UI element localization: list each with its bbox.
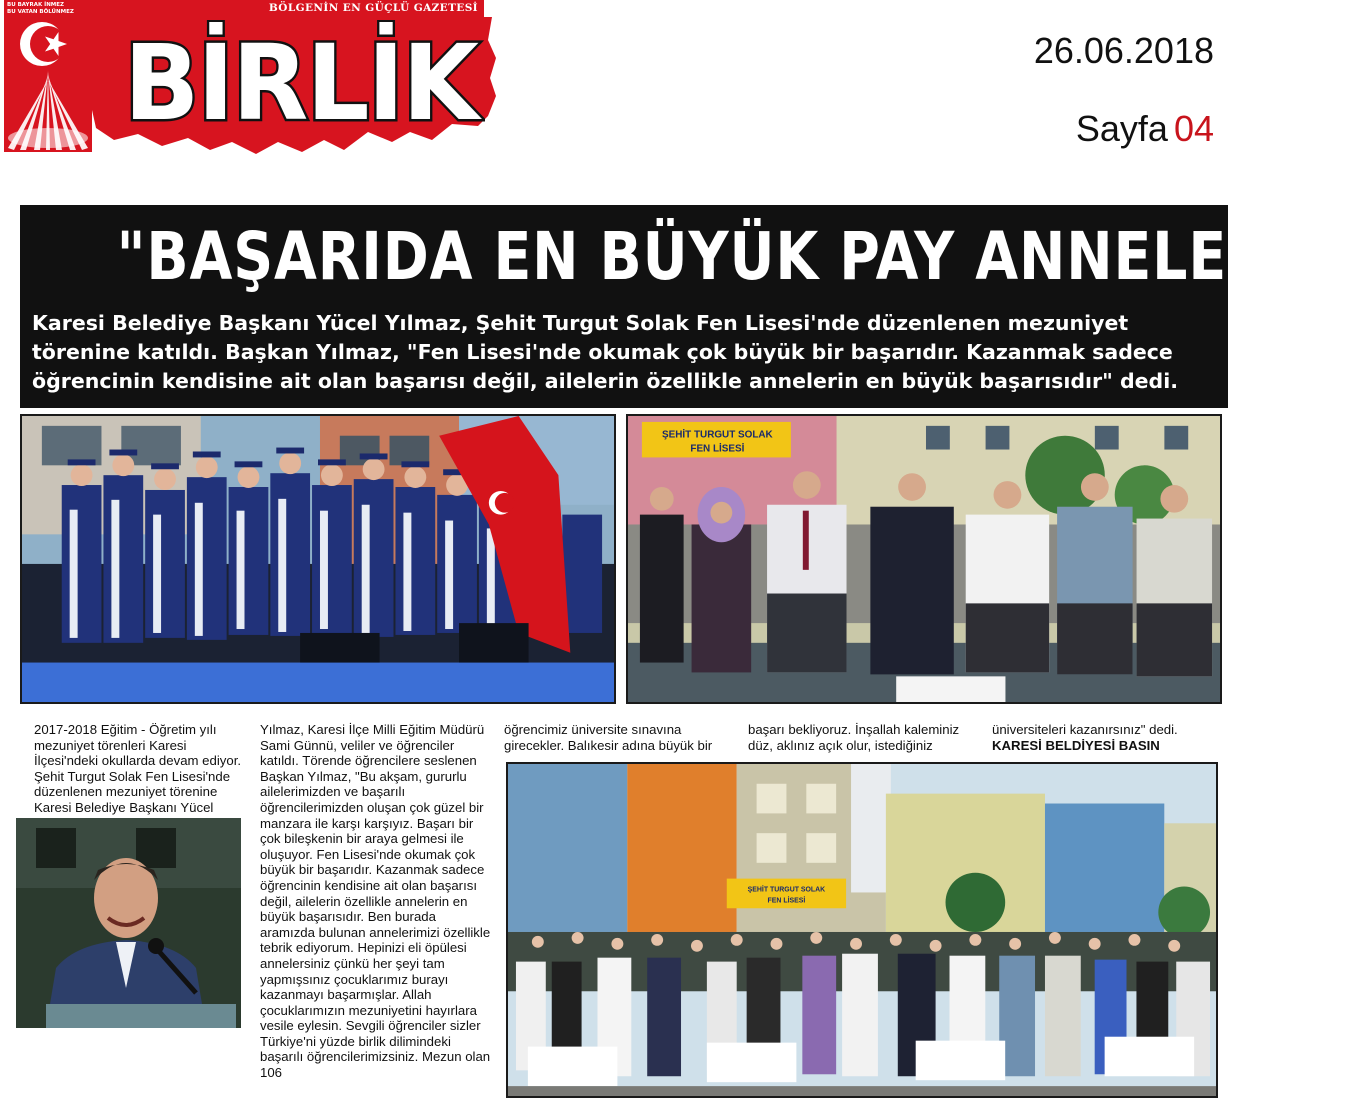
tagline: BÖLGENİN EN GÜÇLÜ GAZETESİ xyxy=(268,2,478,14)
article-paragraph-5: üniversiteleri kazanırsınız" dedi. xyxy=(992,722,1178,737)
crescent-star-icon xyxy=(4,0,92,152)
school-sign-4-line-2: FEN LİSESİ xyxy=(767,897,806,905)
page-number-value: 04 xyxy=(1173,108,1214,149)
headline-block xyxy=(20,205,1369,408)
school-sign-line-1: ŞEHİT TURGUT SOLAK xyxy=(662,429,773,441)
article-paragraph-4: başarı bekliyoruz. İnşallah kaleminiz düz, aklınız açık olur, istediğiniz xyxy=(748,722,960,753)
article-column-4 xyxy=(748,722,982,753)
article-column-1 xyxy=(16,722,242,816)
school-sign-4-line-1: ŞEHİT TURGUT SOLAK xyxy=(747,886,826,894)
page-number xyxy=(1076,108,1214,150)
graduates-stage-photo xyxy=(20,414,616,704)
emblem-motto-line-2: BU VATAN BÖLÜNMEZ xyxy=(7,9,74,15)
emblem-motto-line-1: BU BAYRAK İNMEZ xyxy=(7,2,65,8)
article-column-2 xyxy=(260,722,494,1081)
school-sign-line-2: FEN LİSESİ xyxy=(690,443,745,455)
flag-emblem xyxy=(4,0,92,152)
school-group-photo xyxy=(506,762,1218,1098)
article-paragraph-1: 2017-2018 Eğitim - Öğretim yılı mezuniyet törenleri Karesi İlçesi'ndeki okullarda devam ediyor. Şehit Turgut Solak Fen Lisesi'nde düzenlenen mezuniyet törenine Karesi Belediye Başkanı Yücel xyxy=(34,722,242,815)
page-label: Sayfa xyxy=(1075,108,1168,149)
issue-date: 26.06.2018 xyxy=(1033,30,1214,71)
newspaper-logo: BİRLİK xyxy=(124,22,478,144)
article-column-3 xyxy=(504,722,738,753)
article-spot: Karesi Belediye Başkanı Yücel Yılmaz, Şehit Turgut Solak Fen Lisesi'nde düzenlenen mezuniyet törenine katıldı. Başkan Yılmaz, "Fen Lisesi'nde okumak çok büyük bir başarıdır. Kazanmak sadece öğrencinin kendisine ait olan başarısı değil, ailelerin özellikle annelerin en büyük başarısıdır" dedi. xyxy=(32,311,1179,393)
masthead xyxy=(0,0,1240,205)
officials-ceremony-photo xyxy=(626,414,1222,704)
article-paragraph-3: öğrencimiz üniversite sınavına girecekler. Balıkesir adına büyük bir xyxy=(504,722,713,753)
tagline-bar xyxy=(92,0,484,17)
article-paragraph-2: Yılmaz, Karesi İlçe Milli Eğitim Müdürü Sami Günnü, veliler ve öğrenciler katıldı. Törende öğrencilere seslenen Başkan Yılmaz, "Bu akşam, gururlu ailelerimizden ve başarılı öğrencilerimizden oluşan çok güzel bir manzara ile karşı karşıyız. Başarı bir çok bileşkenin bir araya gelmesi ile oluşuyor. Fen Lisesi'nde okumak çok büyük bir başarıdır. Kazanmak sadece öğrencinin kendisine ait olan başarısı değil, ailelerin özellikle annelerin en büyük başarısıdır. Ben burada aramızda bulunan annelerimizi özellikle tebrik ediyorum. Hepinizi eli öpülesi annelersiniz çünkü her şeyi tam yapmışsınız çocuklarımız burayı kazanmayı başarmışlar. Allah çocuklarımızın mezuniyetini hayırlara vesile eylesin. Sevgili öğrenciler sizler Türkiye'ni yüzde birlik dilimindeki başarılı öğrencilerimizsiniz. Mezun olan 106 xyxy=(260,722,491,1081)
byline: KARESİ BELDİYESİ BASIN xyxy=(992,737,1160,753)
headline: "BAŞARIDA EN BÜYÜK PAY ANNELERİN" xyxy=(116,218,1369,295)
article-column-5 xyxy=(992,722,1222,753)
mayor-speaking-photo xyxy=(16,818,241,1028)
